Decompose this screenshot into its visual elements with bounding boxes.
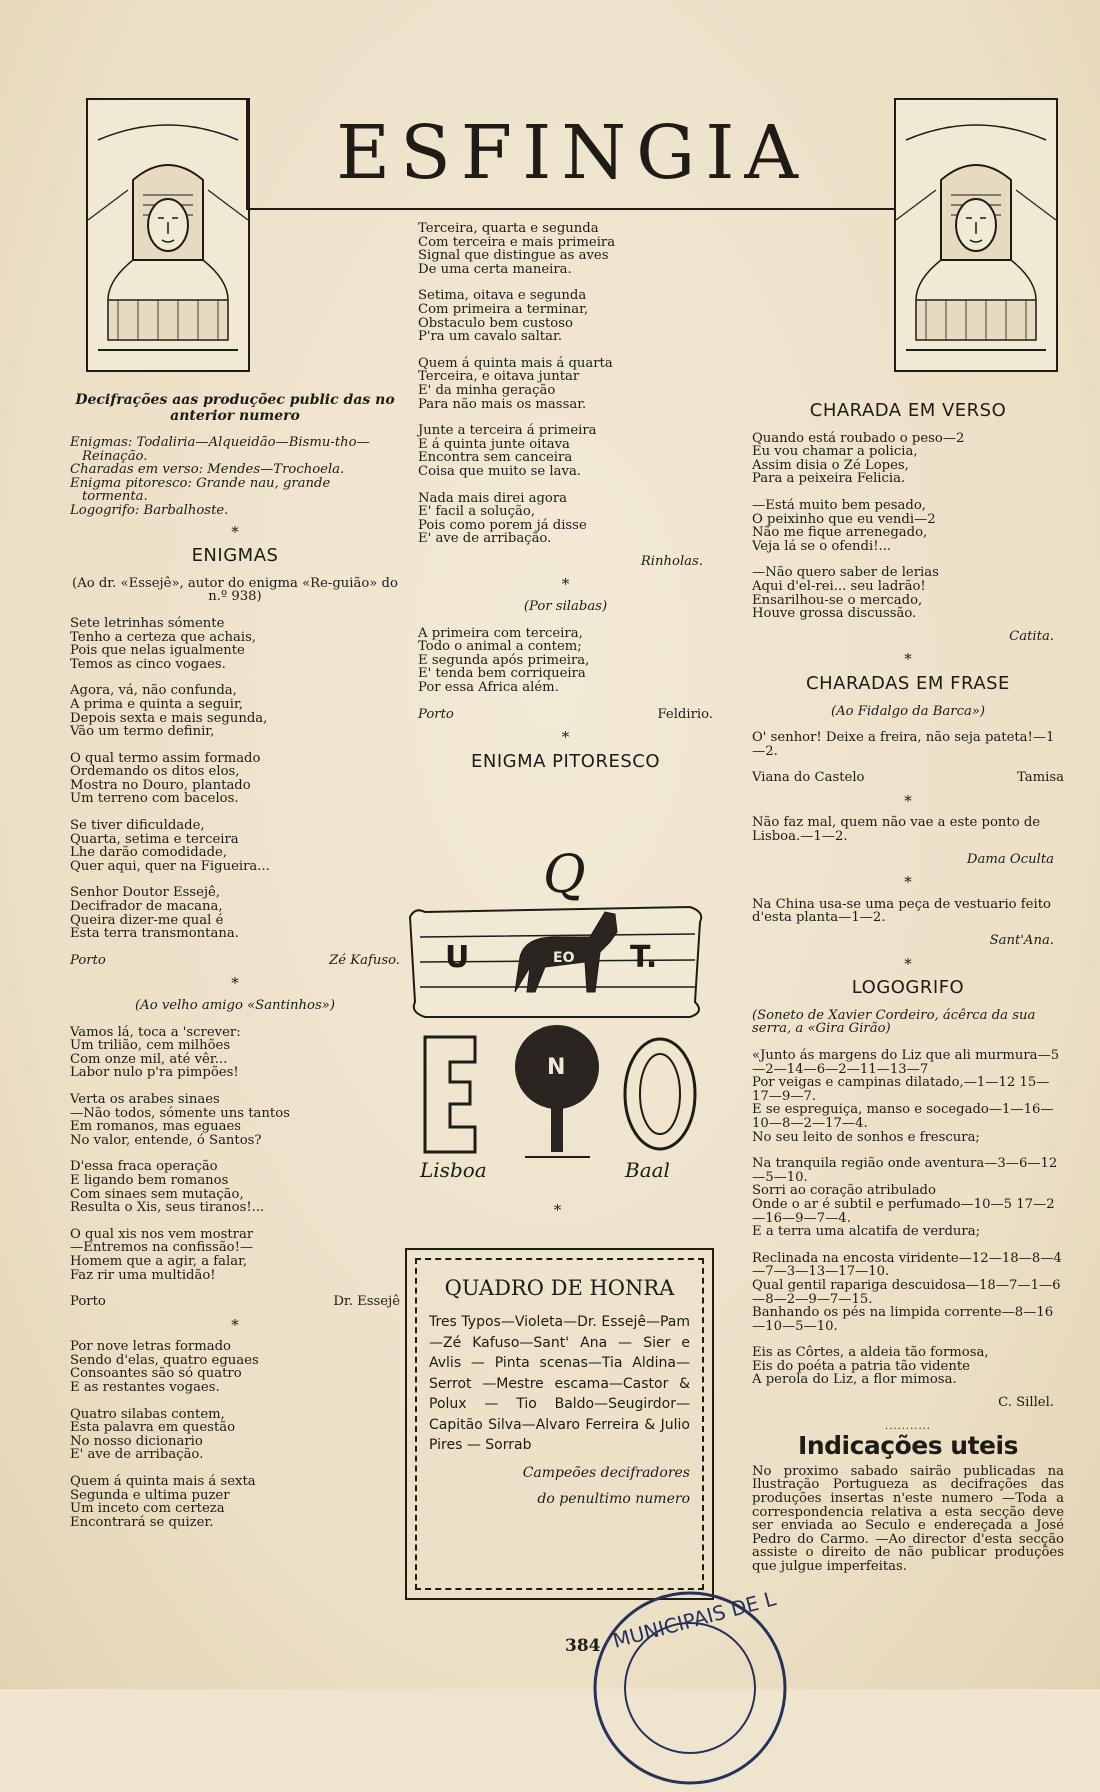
verse: Por nove letras formado Sendo d'elas, quatro eguaes Consoantes são só quatro E as restantes vogaes. — [70, 1339, 259, 1396]
verse: O qual xis nos vem mostrar —Entremos na confissão!— Homem que a agir, a falar, Faz rir uma multidão! — [70, 1226, 254, 1283]
separator-star: * — [561, 575, 570, 594]
verse: Sete letrinhas sómente Tenho a certeza que achais, Pois que nelas igualmente Temos as cinco vogaes. — [70, 615, 257, 672]
sonnet-stanza: Eis as Côrtes, a aldeia tão formosa, Eis do poéta a patria tão vidente A perola do Liz, a flor mimosa. — [752, 1345, 989, 1388]
signature-name: C. Sillel. — [998, 1395, 1054, 1411]
puzzle-letter-n: N — [547, 1055, 566, 1080]
charade-text: Não faz mal, quem não vae a este ponto de Lisboa.—1—2. — [752, 815, 1041, 845]
honra-footnote — [429, 1460, 690, 1512]
column-middle — [418, 222, 713, 782]
page-title: ESFINGIA — [336, 110, 808, 196]
charadas-frase-title: CHARADAS EM FRASE — [806, 672, 1010, 694]
signature-place: Viana do Castelo — [752, 770, 865, 786]
enigmas-title: ENIGMAS — [191, 545, 279, 567]
enigma-pitoresco-title: ENIGMA PITORESCO — [470, 750, 661, 772]
verse: Vamos lá, toca a 'screver: Um trilião, cem milhões Com onze mil, até vêr... Labor nulo p'ra pimpões! — [70, 1024, 241, 1081]
signature-name: Dama Oculta — [966, 851, 1054, 867]
verse: Terceira, quarta e segunda Com terceira e mais primeira Signal que distingue as aves De uma certa maneira. — [418, 221, 616, 277]
separator-star: * — [231, 522, 239, 541]
stamp-text: MUNICIPAIS DE L — [610, 1588, 779, 1653]
charade-text: Na China usa-se uma peça de vestuario feito d'esta planta—1—2. — [752, 896, 1051, 926]
sphinx-illustration-left — [86, 98, 250, 372]
verse: —Está muito bem pesado, O peixinho que eu vendi—2 Não me fique arrenegado, Veja lá se o ofendi!... — [752, 497, 936, 554]
verse: Senhor Doutor Essejê, Decifrador de macana, Queira dizer-me qual é Esta terra transmontana. — [70, 885, 239, 942]
picture-puzzle — [405, 842, 710, 1182]
verse: A primeira com terceira, Todo o animal a contem; E segunda após primeira, E' tenda bem corriqueira Por essa Africa além. — [418, 625, 590, 696]
signature — [418, 708, 713, 722]
verse: —Não quero saber de lerias Aqui d'el-rei... seu ladrão! Ensarilhou-se o mercado, Houve grossa discussão. — [752, 565, 939, 622]
dedication: (Ao velho amigo «Santinhos») — [135, 998, 335, 1013]
charade-text: O' senhor! Deixe a freira, não seja pateta!—1—2. — [752, 730, 1055, 759]
quadro-de-honra-box — [405, 1248, 714, 1600]
puzzle-letter-u: U — [445, 940, 470, 975]
honra-title: QUADRO DE HONRA — [444, 1276, 675, 1300]
page-number: 384 — [565, 1636, 601, 1656]
signature — [752, 771, 1064, 785]
verse: Se tiver dificuldade, Quarta, setima e terceira Lhe darão comodidade, Quer aqui, quer na Figueira... — [70, 818, 270, 874]
signature — [70, 954, 400, 968]
puzzle-word-lisboa: Lisboa — [420, 1158, 487, 1182]
decifracoes-title: Decifrações aas produçõec public das no anterior numero — [75, 392, 395, 424]
verse: Quem á quinta mais á quarta Terceira, e oitava juntar E' da minha geração Para não mais os massar. — [418, 355, 613, 412]
signature-name: Rinholas. — [640, 553, 703, 569]
charada-verso-title: CHARADA EM VERSO — [809, 400, 1007, 421]
indicacoes-title: Indicações uteis — [798, 1431, 1018, 1461]
verse: Quatro silabas contem, Esta palavra em questão No nosso dicionario E' ave de arribação. — [70, 1406, 236, 1463]
decif-line: Enigma pitoresco: Grande nau, grande tormenta. — [70, 475, 331, 505]
puzzle-letter-t: T. — [630, 940, 658, 975]
separator-star: * — [561, 728, 570, 747]
puzzle-letters-eo: EO — [553, 950, 575, 966]
verse: Agora, vá, não confunda, A prima e quinta a seguir, Depois sexta e mais segunda, Vão um termo definir, — [70, 683, 268, 740]
column-left — [70, 392, 400, 1542]
sphinx-illustration-right — [894, 98, 1058, 372]
decif-line: Enigmas: Todaliria—Alqueidão—Bismu-tho—Reinação. — [70, 435, 370, 464]
signature — [70, 1295, 400, 1309]
verse: Quando está roubado o peso—2 Eu vou chamar a policia, Assim disia o Zé Lopes, Para a peixeira Felicia. — [752, 430, 965, 487]
honra-inner-frame — [415, 1258, 704, 1590]
verse: Setima, oitava e segunda Com primeira a terminar, Obstaculo bem custoso P'ra um cavalo saltar. — [418, 288, 589, 345]
signature-name: Sant'Ana. — [989, 933, 1054, 949]
signature-name: Feldirio. — [657, 706, 713, 722]
puzzle-letter-q: Q — [543, 845, 586, 905]
dedication: (Ao dr. «Essejê», autor do enigma «Re-guião» do n.º 938) — [72, 575, 398, 605]
separator-star: * — [231, 1315, 239, 1334]
puzzle-word-baal: Baal — [625, 1158, 670, 1182]
verse: Verta os arabes sinaes —Não todos, sómente uns tantos Em romanos, mas eguaes No valor, entende, ó Santos? — [70, 1091, 290, 1148]
verse: Junte a terceira á primeira E á quinta junte oitava Encontra sem canceira Coisa que muito se lava. — [418, 423, 597, 479]
indicacoes-text: No proximo sabado sairão publicadas na Ilustração Portugueza as decifrações das produções insertas n'este numero —Toda a correspondencia relativa a esta secção deve ser enviada ao Seculo e endereçada a José Pedro do Carmo. —Ao director d'esta secção assiste o direito de não publicar produções que julgue imperfeitas. — [752, 1463, 1064, 1574]
signature-name: Dr. Essejê — [333, 1294, 400, 1310]
column-right — [752, 394, 1064, 1587]
sonnet-stanza: Reclinada na encosta viridente—12—18—8—4—7—3—13—17—10. Qual gentil rapariga descuidosa—18—7—1—6—8—2—9—7—15. Banhando os pés na limpida corrente—8—16—10—5—10. — [752, 1250, 1062, 1334]
ornament-dots: ........... — [885, 1420, 931, 1432]
signature-name: Tamisa — [1017, 770, 1064, 786]
subtitle: (Por silabas) — [523, 599, 608, 615]
separator-star: * — [553, 1201, 562, 1219]
sonnet-stanza: Na tranquila região onde aventura—3—6—12—5—10. Sorri ao coração atribulado Onde o ar é subtil e perfumado—10—5 17—2—16—9—7—4. E a terra uma alcatifa de verdura; — [752, 1156, 1058, 1240]
library-stamp — [590, 1588, 790, 1788]
dedication: (Soneto de Xavier Cordeiro, ácêrca da sua serra, a «Gira Girão) — [752, 1007, 1036, 1037]
decif-line: Charadas em verso: Mendes—Trochoela. — [70, 462, 345, 478]
decif-line: Logogrifo: Barbalhoste. — [70, 502, 229, 518]
verse: O qual termo assim formado Ordemando os ditos elos, Mostra no Douro, plantado Um terreno com bacelos. — [70, 750, 261, 807]
separator-star: * — [231, 974, 239, 993]
separator-star: * — [904, 873, 912, 892]
signature-place: Porto — [70, 1294, 106, 1310]
separator-star: * — [904, 650, 912, 669]
verse: Quem á quinta mais á sexta Segunda e ultima puzer Um inceto com certeza Encontrará se quizer. — [70, 1474, 256, 1530]
logogrifo-title: LOGOGRIFO — [851, 977, 965, 999]
honra-foot-line: do penultimo numero — [537, 1490, 690, 1507]
honra-foot-line: Campeões decifradores — [522, 1464, 690, 1481]
signature-name: Catita. — [1009, 628, 1054, 644]
sonnet-stanza: «Junto ás margens do Liz que ali murmura—5—2—14—6—2—11—13—7 Por veigas e campinas dilatado,—1—12 15—17—9—7. E se espreguiça, manso e socegado—1—16—10—8—2—17—4. No seu leito de sonhos e frescura; — [752, 1048, 1060, 1145]
signature-place: Porto — [418, 706, 454, 722]
verse: D'essa fraca operação E ligando bem romanos Com sinaes sem mutação, Resulta o Xis, seus tiranos!... — [70, 1159, 265, 1216]
separator-star: * — [904, 954, 912, 973]
signature-place: Porto — [70, 952, 106, 968]
signature-name: Zé Kafuso. — [329, 952, 400, 968]
honra-names: Tres Typos—Violeta—Dr. Essejê—Pam—Zé Kafuso—Sant' Ana — Sier e Avlis — Pinta scenas—Tia Aldina—Serrot —Mestre escama—Castor & Polux — Tio Baldo—Seugirdor—Capitão Silva—Alvaro Ferreira & Julio Pires — Sorrab — [429, 1314, 690, 1453]
separator-star: * — [904, 791, 912, 810]
title-banner — [246, 98, 898, 210]
verse: Nada mais direi agora E' facil a solução, Pois como porem já disse E' ave de arribação. — [418, 490, 587, 547]
dedication: (Ao Fidalgo da Barca») — [830, 703, 986, 719]
